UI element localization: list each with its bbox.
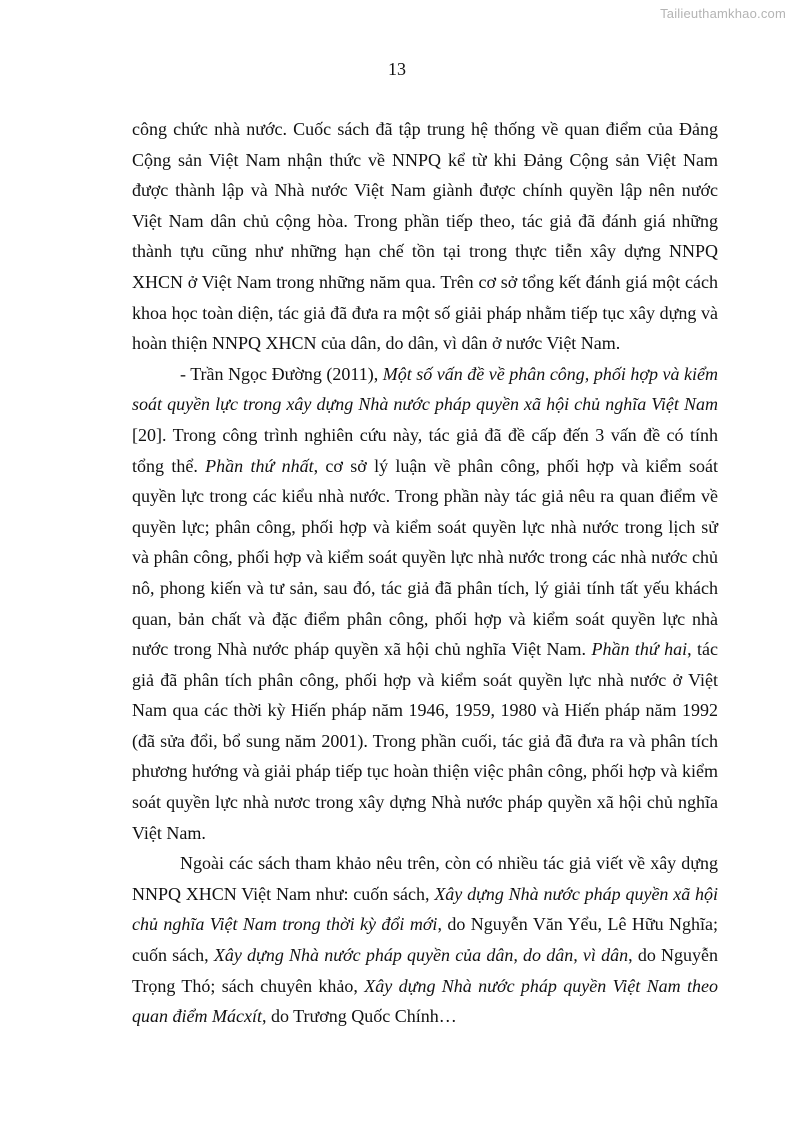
text-segment: , tác giả đã phân tích phân công, phối hợp và kiểm soát quyền lực nhà nước ở Việt Nam qua các thời kỳ Hiến pháp năm 1946, 1959, 1980 và Hiến pháp năm 1992 (đã sửa đổi, bổ sung năm 2001). Trong phần cuối, tác giả đã đưa ra và phân tích phương hướng và giải pháp tiếp tục hoàn thiện việc phân công, phối hợp và kiểm soát quyền lực nhà nươc trong xây dựng Nhà nước pháp quyền xã hội chủ nghĩa Việt Nam. (132, 639, 718, 843)
italic-part-heading: Phần thứ nhất (205, 455, 314, 476)
text-segment: - Trần Ngọc Đường (2011), (180, 363, 383, 384)
paragraph-3 (132, 848, 718, 1032)
italic-book-title: Xây dựng Nhà nước pháp quyền của dân, do dân, vì dân (213, 945, 629, 966)
paragraph-1 (132, 114, 718, 359)
text-segment: , cơ sở lý luận về phân công, phối hợp và kiểm soát quyền lực trong các kiểu nhà nước. Trong phần này tác giả nêu ra quan điểm về quyền lực; phân công, phối hợp và kiểm soát quyền lực nhà nước trong lịch sử và phân công, phối hợp và kiểm soát quyền lực nhà nước trong các nhà nước chủ nô, phong kiến và tư sản, sau đó, tác giả đã phân tích, lý giải tính tất yếu khách quan, bản chất và đặc điểm phân công, phối hợp và kiểm soát quyền lực nhà nước trong Nhà nước pháp quyền xã hội chủ nghĩa Việt Nam. (132, 455, 718, 660)
text-segment: [20]. Trong công trình nghiên cứu này, tác giả đã đề cấp đến 3 vấn đề có tính tổng thể. (132, 424, 718, 476)
italic-book-title: Xây dựng Nhà nước pháp quyền Việt Nam theo quan điểm Mácxít (132, 975, 718, 1027)
text-segment: , do Nguyễn Văn Yểu, Lê Hữu Nghĩa; cuốn sách, (132, 914, 718, 966)
document-body (132, 114, 718, 1032)
text-segment: , do Trương Quốc Chính… (261, 1006, 457, 1027)
page-number: 13 (388, 59, 406, 79)
text-segment: công chức nhà nước. Cuốc sách đã tập trung hệ thống về quan điểm của Đảng Cộng sản Việt Nam nhận thức về NNPQ kể từ khi Đảng Cộng sản Việt Nam được thành lập và Nhà nước Việt Nam giành được chính quyền lập nên nước Việt Nam dân chủ cộng hòa. Trong phần tiếp theo, tác giả đã đánh giá những thành tựu cũng như những hạn chế tồn tại trong thực tiễn xây dựng NNPQ XHCN ở Việt Nam trong những năm qua. Trên cơ sở tổng kết đánh giá một cách khoa học toàn diện, tác giả đã đưa ra một số giải pháp nhằm tiếp tục xây dựng và hoàn thiện NNPQ XHCN của dân, do dân, vì dân ở nước Việt Nam. (132, 119, 718, 354)
italic-book-title: Một số vấn đề về phân công, phối hợp và kiểm soát quyền lực trong xây dựng Nhà nước pháp quyền xã hội chủ nghĩa Việt Nam (132, 363, 718, 415)
text-segment: , do Nguyễn Trọng Thó; sách chuyên khảo, (132, 945, 718, 996)
paragraph-2 (132, 359, 718, 849)
text-segment: Ngoài các sách tham khảo nêu trên, còn có nhiều tác giả viết về xây dựng NNPQ XHCN Việt Nam như: cuốn sách, (132, 853, 718, 904)
italic-book-title: Xây dựng Nhà nước pháp quyền xã hội chủ nghĩa Việt Nam trong thời kỳ đổi mới (132, 883, 718, 935)
italic-part-heading: Phần thứ hai (591, 639, 688, 660)
watermark-text: Tailieuthamkhao.com (660, 6, 786, 21)
